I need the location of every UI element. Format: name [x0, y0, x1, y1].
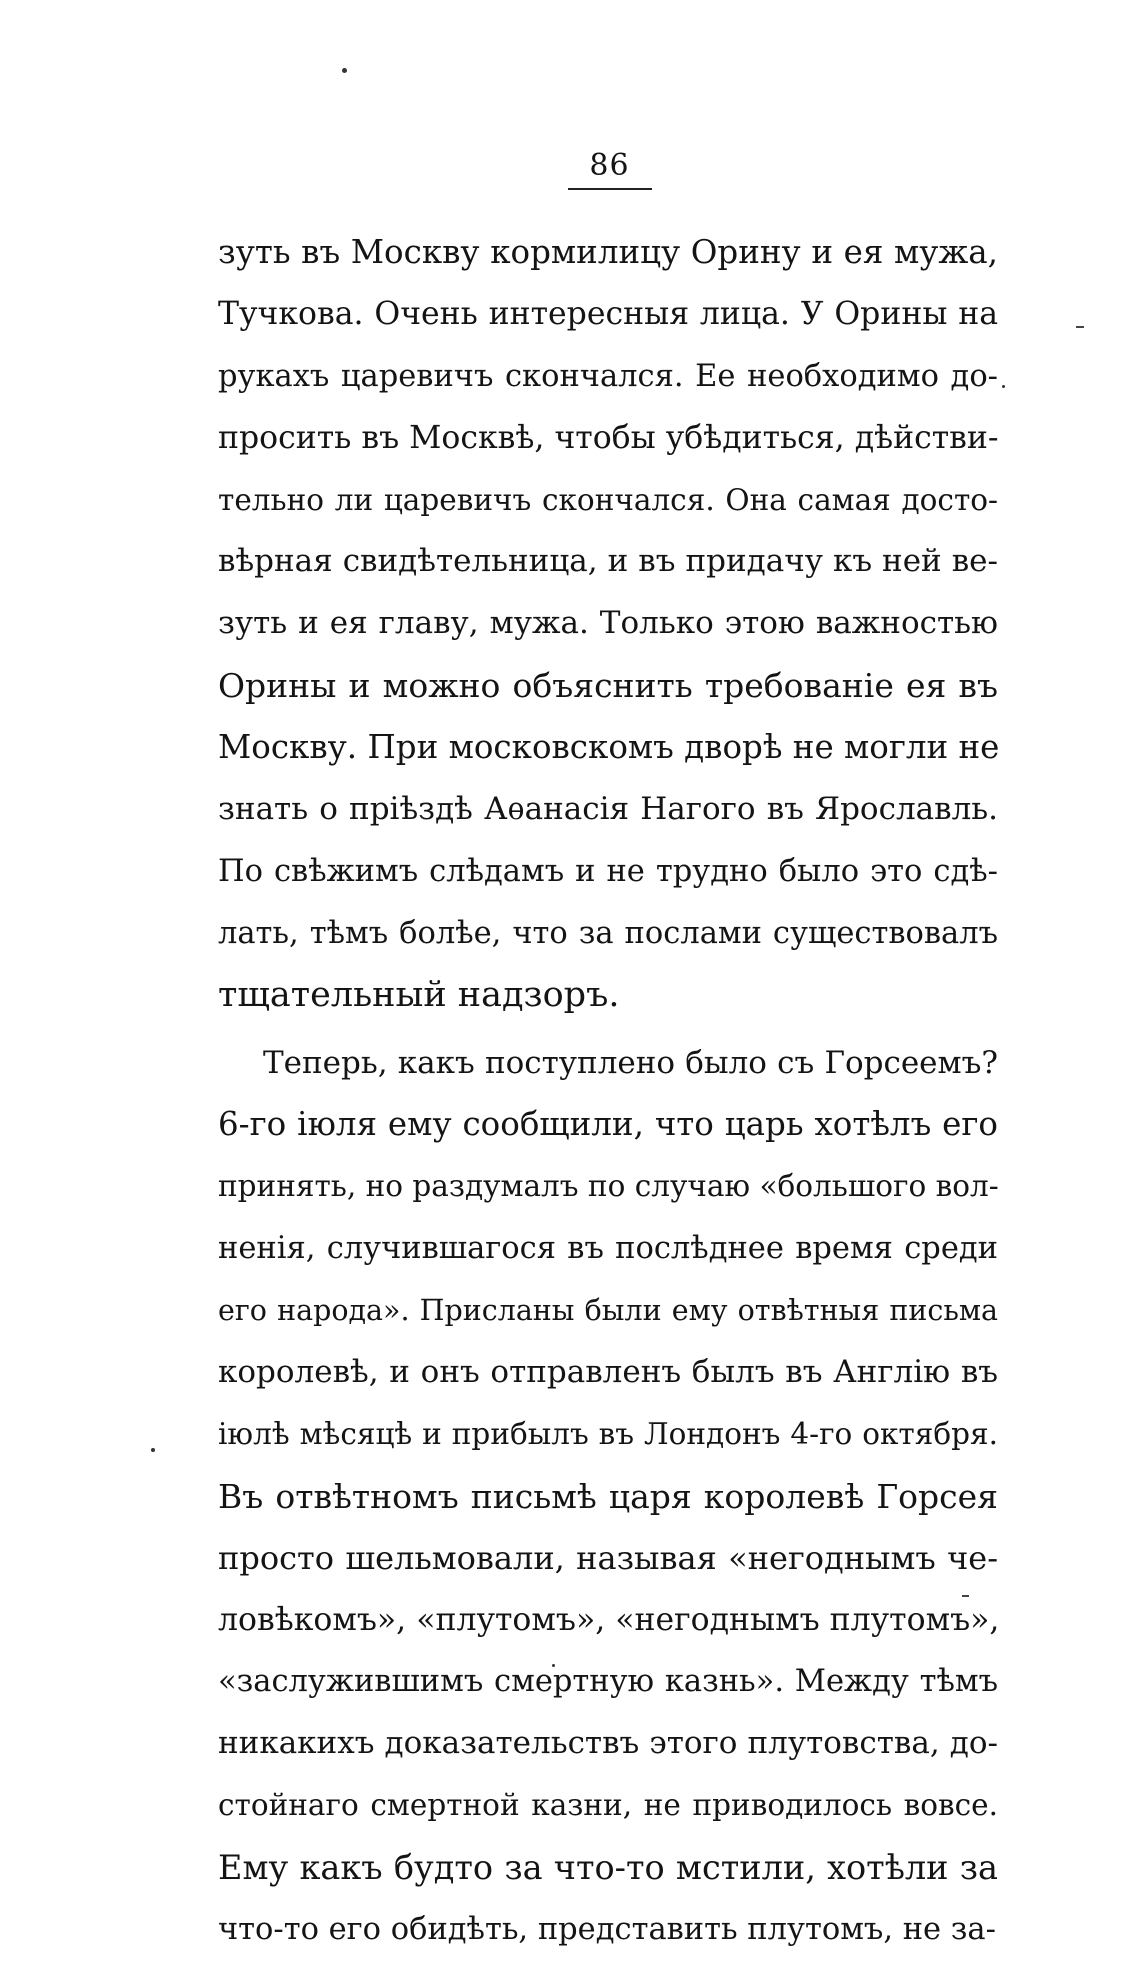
text-line: зуть и ея главу, мужа. Только этою важностью: [218, 605, 998, 642]
text-line: его народа». Присланы были ему отвѣтныя письма: [218, 1294, 998, 1328]
ink-speck: [342, 68, 347, 73]
ink-speck: [151, 1448, 155, 1452]
text-line: Москву. При московскомъ дворѣ не могли не: [218, 728, 1000, 767]
text-line: никакихъ доказательствъ этого плутовства, до-: [218, 1725, 998, 1762]
text-line: королевѣ, и онъ отправленъ былъ въ Англію въ: [218, 1354, 998, 1391]
text-line: вѣрная свидѣтельница, и въ придачу къ ней ве-: [218, 543, 998, 580]
ink-speck: [1002, 385, 1005, 388]
text-line: Ему какъ будто за что-то мстили, хотѣли за: [218, 1848, 998, 1888]
text-line: Тучкова. Очень интересныя лица. У Орины на: [218, 295, 998, 332]
text-line: Теперь, какъ поступлено было съ Горсеемъ?: [263, 1044, 998, 1081]
page-number: 86: [589, 148, 630, 183]
text-line: рукахъ царевичъ скончался. Ее необходимо до-: [218, 358, 998, 394]
text-line: просить въ Москвѣ, чтобы убѣдиться, дѣйстви-: [218, 419, 999, 456]
text-line: 6-го іюля ему сообщили, что царь хотѣлъ его: [218, 1105, 998, 1144]
text-line: лать, тѣмъ болѣе, что за послами существовалъ: [218, 915, 998, 951]
text-line: стойнаго смертной казни, не приводилось вовсе.: [218, 1788, 998, 1823]
ink-mark: [1076, 326, 1084, 328]
text-line: ловѣкомъ», «плутомъ», «негоднымъ плутомъ»,: [218, 1601, 1000, 1638]
text-line: «заслужившимъ смертную казнь». Между тѣмъ: [218, 1664, 998, 1700]
text-line: тельно ли царевичъ скончался. Она самая досто-: [218, 482, 998, 517]
text-line: знать о пріѣздѣ Аѳанасія Нагого въ Ярославль.: [218, 791, 998, 828]
text-line: По свѣжимъ слѣдамъ и не трудно было это сдѣ-: [218, 853, 998, 889]
text-line: зуть въ Москву кормилицу Орину и ея мужа,: [218, 233, 998, 271]
body-text: [218, 222, 998, 1961]
paragraph: [218, 222, 998, 1027]
header-rule: [568, 188, 652, 190]
text-line: принять, но раздумалъ по случаю «большого вол-: [218, 1169, 999, 1204]
text-line: Орины и можно объяснить требованіе ея въ: [218, 666, 998, 706]
text-line: ненія, случившагося въ послѣднее время среди: [218, 1231, 998, 1267]
text-line: іюлѣ мѣсяцѣ и прибылъ въ Лондонъ 4-го октября.: [218, 1416, 998, 1451]
text-line: что-то его обидѣть, представить плутомъ, не за-: [218, 1912, 996, 1948]
paragraph: [218, 1033, 998, 1961]
text-line: Въ отвѣтномъ письмѣ царя королевѣ Горсея: [218, 1476, 998, 1516]
text-line: тщательный надзоръ.: [218, 974, 620, 1015]
text-line: просто шельмовали, называя «негоднымъ че-: [218, 1538, 998, 1577]
